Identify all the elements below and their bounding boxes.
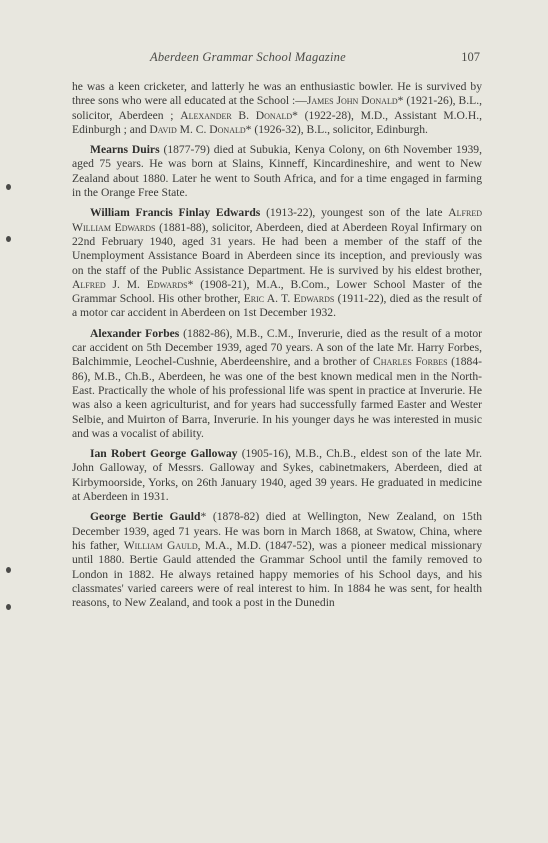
paragraph-text: * (1878-82) died at Wellington, New Zealand, on 15th December 1939, aged 71 years. He was born in March 1868, at Swatow, China, where his father, — [72, 510, 482, 552]
obituary-text — [72, 80, 482, 616]
paragraph-text: he was a keen cricketer, and latterly he was an enthusiastic bowler. He is survived by three sons who were all educated at the School :— — [72, 80, 482, 108]
paragraph-text: * (1926-32), B.L., solicitor, Edinburgh. — [245, 122, 428, 136]
person-name: Alexander B. Donald — [180, 108, 293, 122]
obituary-name: Mearns Duirs — [90, 143, 160, 157]
running-title: Aberdeen Grammar School Magazine — [150, 50, 346, 64]
obituary-paragraph — [72, 143, 482, 200]
obituary-name: William Francis Finlay Edwards — [90, 206, 261, 220]
margin-mark — [6, 236, 11, 242]
paragraph-text: * (1921-26), B.L., solicitor, Aberdeen ; — [72, 94, 483, 122]
obituary-paragraph — [72, 447, 482, 504]
person-name: Charles Forbes — [373, 355, 448, 369]
obituary-paragraph — [72, 80, 482, 137]
person-name: William Gauld — [123, 538, 198, 552]
margin-mark — [6, 567, 11, 573]
paragraph-text: (1905-16), M.B., Ch.B., eldest son of the late Mr. John Galloway, of Messrs. Galloway and Sykes, cabinetmakers, Aberdeen, died at Kirbymoorside, Yorks, on 26th January 1940, aged 39 years. He graduated in medicine at Aberdeen in 1931. — [72, 447, 482, 504]
person-name: Alfred William Edwards — [72, 206, 483, 234]
obituary-paragraph — [72, 510, 482, 610]
running-header — [150, 50, 480, 65]
obituary-paragraph — [72, 327, 482, 441]
paragraph-text: * (1922-28), M.D., Assistant M.O.H., Edinburgh ; and — [72, 108, 482, 136]
person-name: Alfred J. M. Edwards — [72, 277, 188, 291]
person-name: Eric A. T. Edwards — [243, 292, 335, 306]
margin-mark — [6, 184, 11, 190]
margin-mark — [6, 604, 11, 610]
paragraph-text: (1913-22), youngest son of the late — [260, 206, 449, 220]
person-name: James John Donald — [306, 94, 398, 108]
paragraph-text: (1882-86), M.B., C.M., Inverurie, died as the result of a motor car accident on 5th December 1939, aged 70 years. A son of the late Mr. Harry Forbes, Balchimmie, Leochel-Cushnie, Aberdeenshire, and a brother of — [72, 326, 482, 369]
paragraph-text: (1881-88), solicitor, Aberdeen, died at Aberdeen Royal Infirmary on 22nd February 1940, aged 31 years. He had been a member of the staff of the Unemployment Assistance Board in Aberdeen since its inception, and previously was on the staff of the Public Assistance Department. He is survived by his eldest brother, — [72, 220, 483, 277]
paragraph-text: (1884-86), M.B., Ch.B., Aberdeen, he was one of the best known medical men in the North-East. Practically the whole of his professional life was spent in practice at Inverurie. He was also a keen agriculturist, and for years had successfully farmed Easter and Wester Selbie, and Muirton of Barra, Inverurie. In his younger days he was interested in music and was a vocalist of ability. — [72, 355, 482, 440]
paragraph-text: (1877-79) died at Subukia, Kenya Colony, on 6th November 1939, aged 75 years. He was born at Slains, Kinneff, Kincardineshire, and went to New Zealand about 1880. Later he went to South Africa, and for a time engaged in farming in the Orange Free State. — [72, 143, 482, 200]
person-name: David M. C. Donald — [149, 122, 246, 136]
obituary-name: George Bertie Gauld — [90, 510, 201, 524]
obituary-paragraph — [72, 206, 482, 320]
obituary-name: Alexander Forbes — [90, 326, 180, 340]
paragraph-text: , M.A., M.D. (1847-52), was a pioneer medical missionary until 1880. Bertie Gauld attended the Grammar School until the family removed to London in 1882. He always retained happy memories of his School days, and his classmates' varied careers were of real interest to him. In 1884 he was sent, for health reasons, to New Zealand, and took a post in the Dunedin — [72, 538, 482, 610]
obituary-name: Ian Robert George Galloway — [90, 447, 238, 461]
paragraph-text: (1911-22), died as the result of a motor car accident in Aberdeen on 1st December 1932. — [72, 292, 483, 320]
paragraph-text: * (1908-21), M.A., B.Com., Lower School Master of the Grammar School. His other brother, — [72, 277, 482, 306]
page-number: 107 — [461, 50, 480, 64]
